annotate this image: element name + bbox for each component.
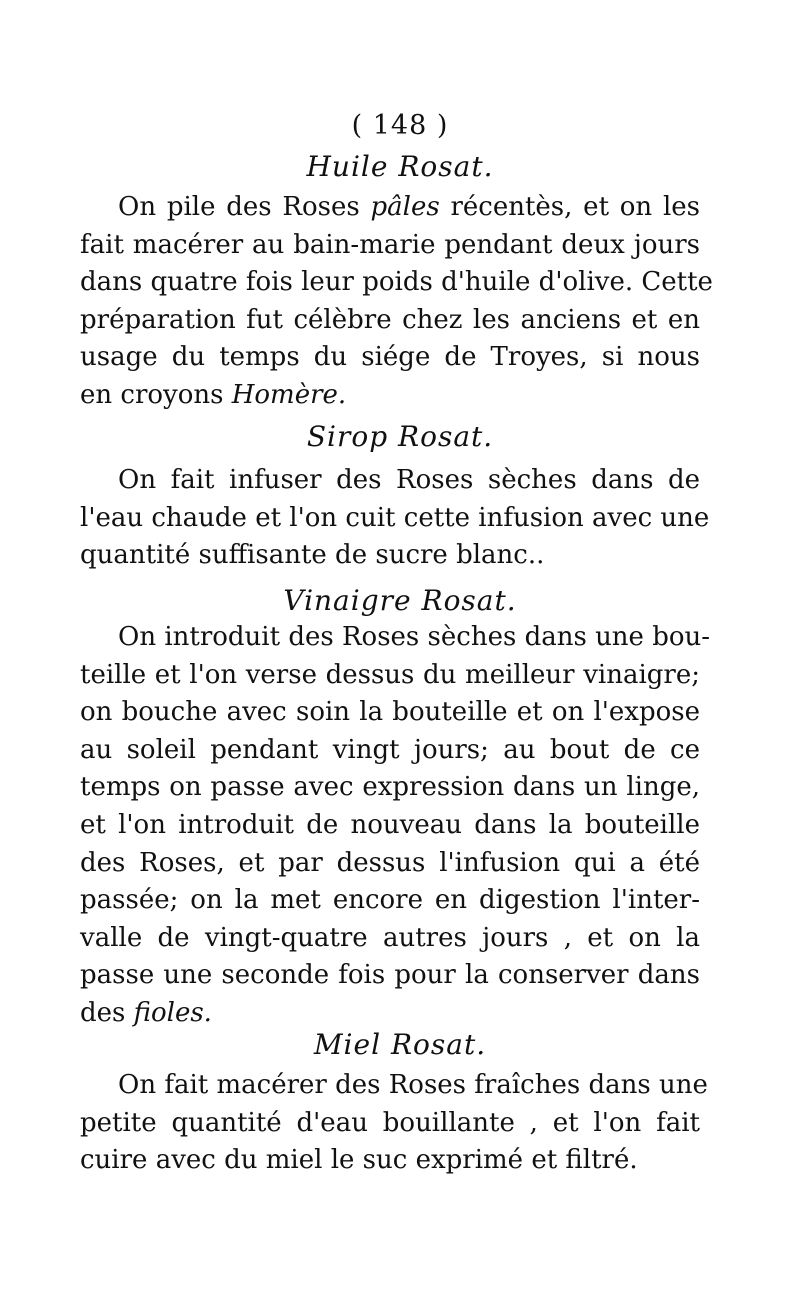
text-line: dans quatre fois leur poids d'huile d'olive. Cette <box>80 267 713 298</box>
text-line: des fioles. <box>80 997 212 1028</box>
text-line: On introduit des Roses sèches dans une bou- <box>118 622 711 652</box>
text-line: On fait macérer des Roses fraîches dans une <box>118 1070 708 1100</box>
section-text-huile-rosat <box>80 189 713 415</box>
text-line: temps on passe avec expression dans un linge, <box>80 772 700 803</box>
text-line: préparation fut célèbre chez les anciens et en <box>80 304 700 335</box>
text-line: usage du temps du siége de Troyes, si nous <box>80 342 700 373</box>
italic-word: fioles. <box>133 997 212 1028</box>
text-line: On fait infuser des Roses sèches dans de <box>118 465 700 495</box>
text-line: valle de vingt-quatre autres jours , et on la <box>80 922 700 953</box>
text-line: au soleil pendant vingt jours; au bout de ce <box>80 734 700 765</box>
section-title-huile-rosat: Huile Rosat. <box>306 150 494 183</box>
text-line: cuire avec du miel le suc exprimé et filtré. <box>80 1145 638 1176</box>
section-title-vinaigre-rosat: Vinaigre Rosat. <box>283 584 517 617</box>
text-line: et l'on introduit de nouveau dans la bouteille <box>80 809 700 840</box>
section-text-sirop-rosat <box>80 462 710 575</box>
section-title-sirop-rosat: Sirop Rosat. <box>306 420 494 453</box>
text-line: en croyons Homère. <box>80 379 347 410</box>
section-title-miel-rosat: Miel Rosat. <box>313 1028 487 1061</box>
text-line: des Roses, et par dessus l'infusion qui a été <box>80 847 700 878</box>
text-line: teille et l'on verse dessus du meilleur vinaigre; <box>80 659 700 690</box>
italic-word: pâles <box>370 192 440 222</box>
text-line: l'eau chaude et l'on cuit cette infusion avec une <box>80 502 710 533</box>
page-number: ( 148 ) <box>351 110 449 141</box>
italic-word: Homère. <box>231 379 347 410</box>
text-line: on bouche avec soin la bouteille et on l'expose <box>80 697 700 728</box>
text-line: fait macérer au bain-marie pendant deux jours <box>80 229 700 260</box>
text-line: quantité suffisante de sucre blanc.. <box>80 540 545 571</box>
text-line: petite quantité d'eau bouillante , et l'on fait <box>80 1107 700 1138</box>
section-text-miel-rosat <box>80 1067 708 1180</box>
text-line: passée; on la met encore en digestion l'inter- <box>80 885 700 916</box>
section-text-vinaigre-rosat <box>80 619 711 1033</box>
text-line: On pile des Roses pâles récentès, et on les <box>118 192 700 222</box>
text-line: passe une seconde fois pour la conserver dans <box>80 960 700 991</box>
